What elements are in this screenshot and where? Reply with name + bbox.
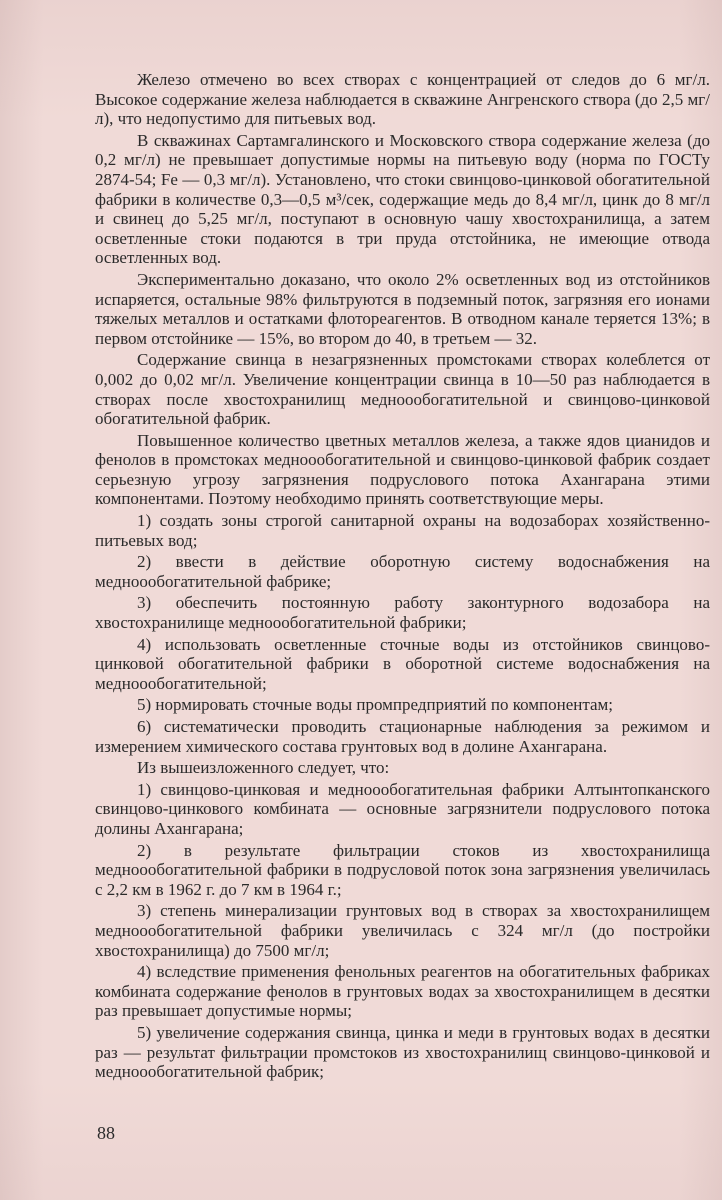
- paragraph-evaporation-experiment: Экспериментально доказано, что около 2% осветленных вод из отстойников испаряется, остальные 98% фильтруются в подземный поток, загрязняя его ионами тяжелых металлов и остатками флотореагентов. В отводном канале теряется 13%; в первом отстойнике — 15%, во втором до 40, в третьем — 32.: [95, 269, 710, 348]
- conclusion-item-2: 2) в результате фильтрации стоков из хвостохранилища медноообогатительной фабрики в подрусловой поток зона загрязнения увеличилась с 2,2 км в 1962 г. до 7 км в 1964 г.;: [95, 840, 710, 899]
- measure-item-1: 1) создать зоны строгой санитарной охраны на водозаборах хозяйственно-питьевых вод;: [95, 511, 710, 550]
- paragraph-conclusions-intro: Из вышеизложенного следует, что:: [137, 758, 390, 778]
- conclusion-item-3: 3) степень минерализации грунтовых вод в створах за хвостохранилищем медноообогатительной фабрики увеличилась с 324 мг/л (до постройки хвостохранилища) до 7500 мг/л;: [95, 901, 710, 960]
- measure-item-5: 5) нормировать сточные воды промпредприятий по компонентам;: [137, 695, 614, 715]
- paragraph-wells-iron-norms: В скважинах Сартамгалинского и Московского створа содержание железа (до 0,2 мг/л) не превышает допустимые нормы на питьевую воду (норма по ГОСТу 2874-54; Fe — 0,3 мг/л). Установлено, что стоки свинцово-цинковой обогатительной фабрики в количестве 0,3—0,5 м³/сек, содержащие медь до 8,4 мг/л, цинк до 8 мг/л и свинец до 5,25 мг/л, поступают в основную чашу хвостохранилища, а затем осветленные стоки подаются в три пруда отстойника, не имеющие отвода осветленных вод.: [95, 130, 710, 268]
- measure-item-3: 3) обеспечить постоянную работу законтурного водозабора на хвостохранилище медноообогатительной фабрики;: [95, 593, 710, 633]
- conclusion-item-4: 4) вследствие применения фенольных реагентов на обогатительных фабриках комбината содержание фенолов в грунтовых водах за хвостохранилищем в десятки раз превышает допустимые нормы;: [95, 962, 710, 1021]
- page-number: 88: [97, 1123, 115, 1143]
- measure-item-4: 4) использовать осветленные сточные воды из отстойников свинцово-цинковой обогатительной фабрики в оборотной системе водоснабжения на медноообогатительной;: [95, 634, 710, 693]
- paragraph-iron-concentration: Железо отмечено во всех створах с концентрацией от следов до 6 мг/л. Высокое содержание железа наблюдается в скважине Ангренского створа (до 2,5 мг/л), что недопустимо для питьевых вод.: [95, 70, 710, 129]
- measure-item-6: 6) систематически проводить стационарные наблюдения за режимом и измерением химического состава грунтовых вод в долине Ахангарана.: [95, 717, 710, 756]
- paragraph-lead-content: Содержание свинца в незагрязненных промстоками створах колеблется от 0,002 до 0,02 мг/л. Увеличение концентрации свинца в 10—50 раз наблюдается в створах после хвостохранилищ медноообогатительной и свинцово-цинковой обогатительной фабрик.: [95, 350, 710, 429]
- measure-item-2: 2) ввести в действие оборотную систему водоснабжения на медноообогатительной фабрике;: [95, 552, 710, 591]
- conclusion-item-1: 1) свинцово-цинковая и медноообогатительная фабрики Алтынтопканского свинцово-цинкового комбината — основные загрязнители подруслового потока долины Ахангарана;: [95, 779, 710, 838]
- paragraph-pollution-threat: Повышенное количество цветных металлов железа, а также ядов цианидов и фенолов в промстоках медноообогатительной и свинцово-цинковой фабрик создает серьезную угрозу загрязнения подруслового потока Ахангарана этими компонентами. Поэтому необходимо принять соответствующие меры.: [95, 430, 710, 509]
- conclusion-item-5: 5) увеличение содержания свинца, цинка и меди в грунтовых водах в десятки раз — результат фильтрации промстоков из хвостохранилищ свинцово-цинковой и медноообогатительной фабрик;: [95, 1022, 710, 1082]
- body-text: [95, 70, 710, 1084]
